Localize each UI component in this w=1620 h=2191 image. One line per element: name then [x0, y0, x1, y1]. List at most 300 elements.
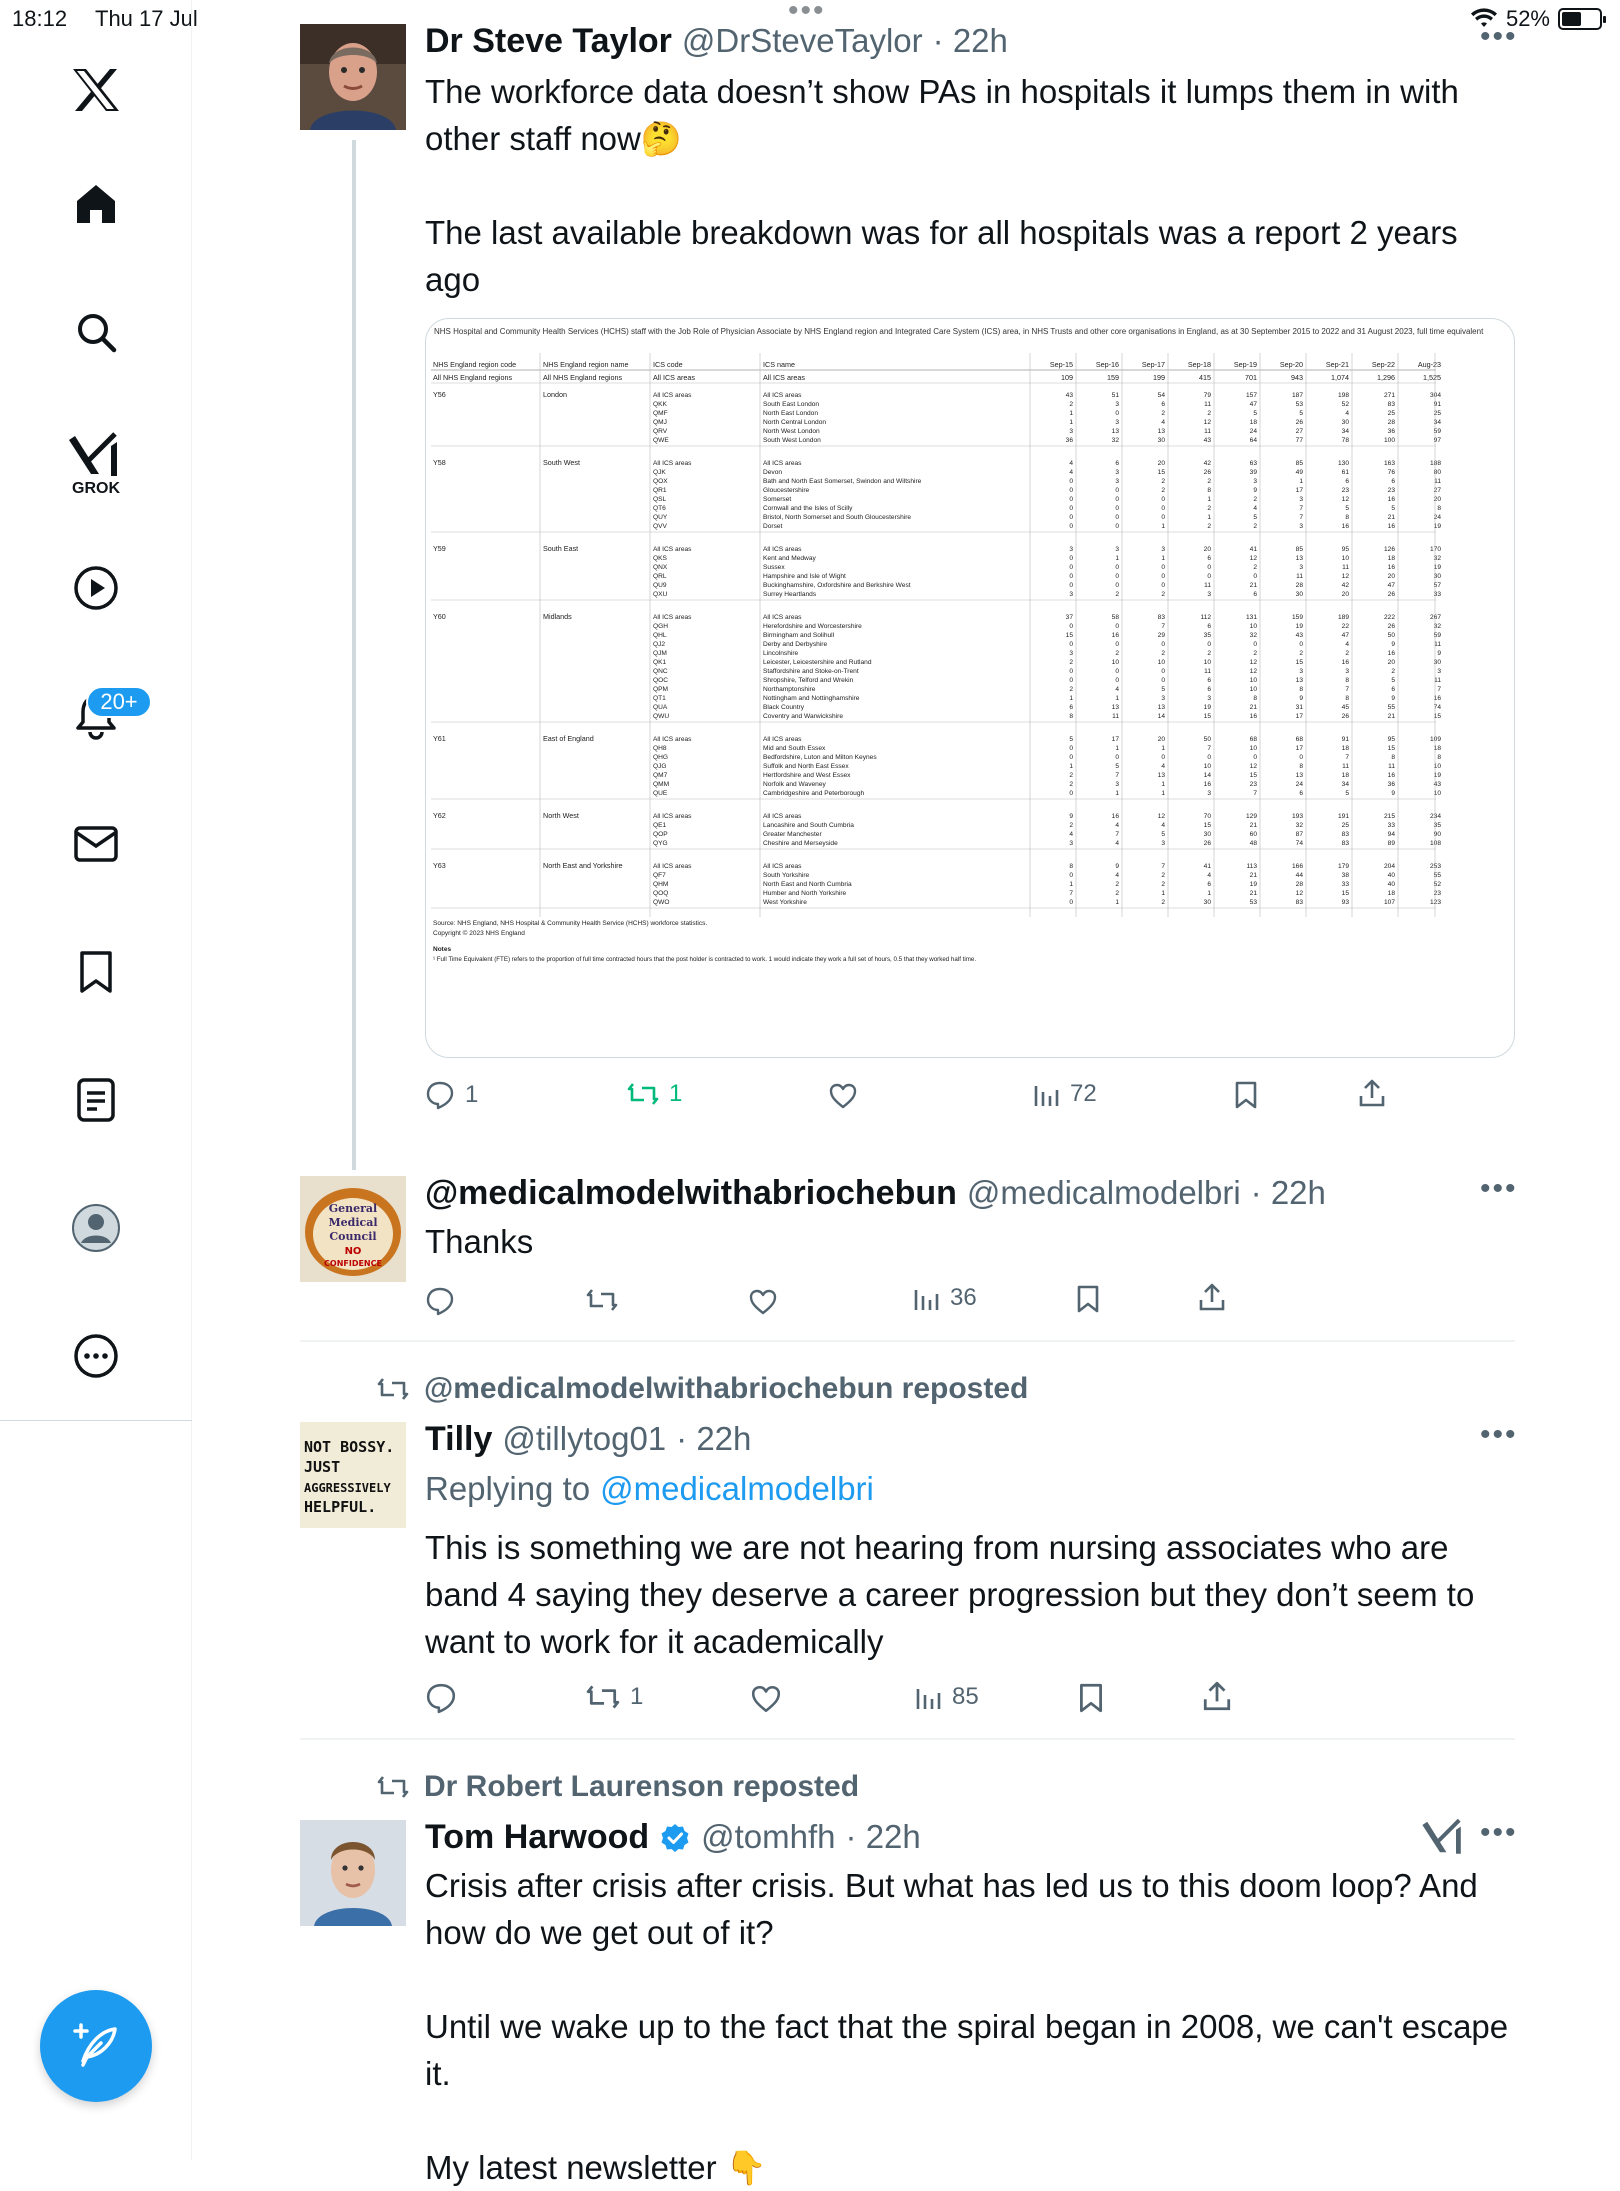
table-cell: 7	[1115, 772, 1119, 779]
table-cell: 40	[1387, 872, 1395, 879]
table-cell: Herefordshire and Worcestershire	[763, 623, 862, 630]
table-cell: 9	[1437, 650, 1441, 657]
tweet-media-image[interactable]	[425, 318, 1515, 1058]
repost-button[interactable]	[586, 1286, 618, 1314]
region-code-cell: Y56	[433, 390, 446, 399]
table-cell: 5	[1115, 763, 1119, 770]
table-cell: 1	[1161, 555, 1165, 562]
more-options-icon[interactable]: •••	[1480, 1816, 1518, 1849]
table-cell: 10	[1203, 659, 1211, 666]
repost-button[interactable]	[586, 1682, 643, 1712]
table-cell: 2	[1161, 899, 1165, 906]
table-cell: 26	[1203, 469, 1211, 476]
table-header-cell: Sep-15	[1049, 360, 1073, 369]
more-options-icon[interactable]: •••	[1480, 20, 1518, 53]
table-cell: 188	[1429, 460, 1441, 467]
table-cell: 2	[1253, 564, 1257, 571]
table-cell: 11	[1204, 401, 1211, 408]
table-cell: 22	[1341, 623, 1349, 630]
heart-icon	[750, 1684, 782, 1714]
battery-percent: 52%	[1505, 6, 1550, 31]
grok-icon	[71, 432, 121, 478]
author-handle[interactable]: @DrSteveTaylor	[681, 22, 923, 59]
table-cell: 20	[1387, 573, 1395, 580]
region-name-cell: South West	[543, 458, 581, 467]
x-logo-icon[interactable]	[56, 50, 136, 130]
avatar[interactable]	[300, 24, 406, 130]
table-cell: 23	[1433, 890, 1441, 897]
profile-icon	[71, 1203, 121, 1253]
table-cell: 5	[1299, 410, 1303, 417]
avatar-text-4: NO	[344, 1246, 362, 1257]
avatar-text-3: Council	[329, 1230, 377, 1243]
table-header-cell: Sep-20	[1279, 360, 1303, 369]
table-cell: 7	[1069, 890, 1073, 897]
table-cell: 0	[1161, 677, 1165, 684]
table-cell: Lincolnshire	[763, 650, 799, 657]
tweet-time[interactable]: · 22h	[845, 1818, 921, 1855]
reply-button[interactable]	[425, 1286, 455, 1316]
table-cell: 215	[1383, 813, 1395, 820]
repost-icon	[586, 1682, 620, 1712]
table-cell: QNC	[653, 668, 668, 675]
table-cell: 17	[1295, 745, 1303, 752]
table-cell: Hertfordshire and West Essex	[763, 772, 851, 779]
grok-icon[interactable]	[1424, 1818, 1464, 1861]
table-cell: All ICS areas	[763, 614, 802, 621]
table-cell: 0	[1253, 641, 1257, 648]
avatar[interactable]	[300, 1422, 406, 1528]
table-cell: 0	[1069, 505, 1073, 512]
table-cell: 2	[1069, 401, 1073, 408]
table-cell: 27	[1295, 428, 1303, 435]
table-cell: 30	[1295, 591, 1303, 598]
table-cell: Cambridgeshire and Peterborough	[763, 790, 865, 797]
table-cell: 20	[1387, 659, 1395, 666]
table-cell: 0	[1253, 754, 1257, 761]
table-cell: 43	[1295, 632, 1303, 639]
table-cell: 7	[1161, 623, 1165, 630]
table-total-cell: All ICS areas	[763, 373, 805, 382]
table-cell: 26	[1203, 840, 1211, 847]
table-cell: South East London	[763, 401, 820, 408]
table-cell: 16	[1341, 659, 1349, 666]
table-cell: 3	[1115, 781, 1119, 788]
repost-count: 1	[630, 1683, 644, 1710]
sidebar-item-grok[interactable]	[56, 420, 136, 510]
sidebar-item-profile[interactable]	[56, 1188, 136, 1268]
table-cell: 26	[1387, 623, 1395, 630]
table-total-cell: 701	[1245, 373, 1257, 382]
table-cell: 0	[1207, 564, 1211, 571]
table-cell: 129	[1245, 813, 1257, 820]
table-cell: 7	[1299, 514, 1303, 521]
table-cell: 2	[1161, 650, 1165, 657]
table-cell: 2	[1069, 781, 1073, 788]
repost-button[interactable]	[627, 1080, 682, 1108]
table-cell: Birmingham and Solihull	[763, 632, 835, 639]
multitask-dots-icon[interactable]: •••	[788, 0, 826, 27]
table-cell: 198	[1337, 392, 1349, 399]
table-cell: 1	[1115, 695, 1119, 702]
author-handle[interactable]: @medicalmodelbri	[966, 1174, 1241, 1211]
table-cell: 7	[1345, 754, 1349, 761]
table-cell: 0	[1161, 564, 1165, 571]
table-cell: 30	[1203, 899, 1211, 906]
sidebar-item-bookmarks[interactable]	[56, 932, 136, 1012]
table-cell: 15	[1203, 822, 1211, 829]
table-cell: 91	[1341, 736, 1349, 743]
table-cell: 16	[1387, 523, 1395, 530]
table-cell: 5	[1345, 790, 1349, 797]
table-cell: 26	[1341, 713, 1349, 720]
table-header-cell: ICS name	[763, 360, 795, 369]
table-cell: QWE	[653, 437, 669, 444]
notifications-badge: 20+	[86, 686, 152, 718]
table-cell: 163	[1383, 460, 1395, 467]
repost-icon	[376, 1375, 410, 1403]
table-cell: 25	[1341, 822, 1349, 829]
table-cell: 204	[1383, 863, 1395, 870]
table-cell: 76	[1387, 469, 1395, 476]
repost-count: 1	[669, 1080, 683, 1107]
table-cell: 32	[1433, 623, 1441, 630]
more-options-icon[interactable]: •••	[1480, 1172, 1518, 1205]
table-cell: 40	[1387, 881, 1395, 888]
table-cell: 20	[1203, 546, 1211, 553]
sidebar-item-messages[interactable]	[56, 804, 136, 884]
table-cell: 12	[1249, 763, 1257, 770]
table-cell: 5	[1069, 736, 1073, 743]
table-header-cell: Sep-18	[1187, 360, 1211, 369]
table-cell: Humber and North Yorkshire	[763, 890, 847, 897]
share-button[interactable]	[1198, 1282, 1226, 1312]
table-cell: 13	[1295, 677, 1303, 684]
table-cell: 7	[1437, 686, 1441, 693]
table-total-cell: 1,525	[1423, 373, 1441, 382]
table-cell: 47	[1249, 401, 1257, 408]
table-cell: 3	[1207, 790, 1211, 797]
table-cell: 0	[1299, 754, 1303, 761]
author-handle[interactable]: @tomhfh	[701, 1818, 836, 1855]
table-cell: 9	[1253, 487, 1257, 494]
table-cell: 3	[1069, 840, 1073, 847]
table-cell: 18	[1341, 745, 1349, 752]
table-cell: 68	[1249, 736, 1257, 743]
table-cell: All ICS areas	[763, 863, 802, 870]
table-cell: 12	[1341, 496, 1349, 503]
table-cell: 68	[1295, 736, 1303, 743]
table-cell: 35	[1203, 632, 1211, 639]
sidebar-item-home[interactable]	[56, 164, 136, 244]
region-name-cell: South East	[543, 544, 579, 553]
table-cell: 0	[1161, 754, 1165, 761]
table-notes-title: Notes	[433, 946, 452, 953]
table-cell: 11	[1434, 641, 1441, 648]
table-cell: All ICS areas	[653, 813, 692, 820]
table-cell: QRV	[653, 428, 668, 435]
table-cell: 8	[1253, 695, 1257, 702]
table-total-cell: All NHS England regions	[543, 373, 623, 382]
table-cell: 35	[1433, 822, 1441, 829]
sidebar-item-explore[interactable]	[56, 292, 136, 372]
table-copyright: Copyright © 2023 NHS England	[433, 930, 525, 937]
table-cell: 39	[1249, 469, 1257, 476]
table-cell: Leicester, Leicestershire and Rutland	[763, 659, 872, 666]
like-button[interactable]	[750, 1684, 782, 1714]
tweet-time[interactable]: · 22h	[676, 1420, 752, 1457]
table-cell: 100	[1383, 437, 1395, 444]
table-cell: 32	[1111, 437, 1119, 444]
views-icon	[914, 1682, 942, 1712]
table-cell: QKS	[653, 555, 667, 562]
region-code-cell: Y58	[433, 458, 446, 467]
view-count: 72	[1070, 1080, 1097, 1107]
table-cell: 42	[1341, 582, 1349, 589]
table-cell: 1	[1161, 523, 1165, 530]
table-cell: 6	[1207, 881, 1211, 888]
avatar[interactable]	[300, 1176, 406, 1282]
table-header-cell: Sep-16	[1095, 360, 1119, 369]
table-cell: 2	[1345, 650, 1349, 657]
reply-button[interactable]	[425, 1080, 478, 1110]
table-cell: 5	[1161, 831, 1165, 838]
table-cell: Suffolk and North East Essex	[763, 763, 849, 770]
table-cell: 16	[1111, 632, 1119, 639]
table-cell: 61	[1341, 469, 1349, 476]
table-cell: 4	[1253, 505, 1257, 512]
table-cell: 12	[1249, 659, 1257, 666]
table-cell: 6	[1207, 686, 1211, 693]
table-cell: 8	[1345, 514, 1349, 521]
table-cell: 13	[1111, 428, 1119, 435]
avatar-text-5: CONFIDENCE	[324, 1259, 382, 1268]
table-cell: QJK	[653, 469, 666, 476]
bookmark-button[interactable]	[1078, 1682, 1104, 1714]
table-cell: 2	[1115, 890, 1119, 897]
table-cell: 74	[1295, 840, 1303, 847]
table-cell: All ICS areas	[653, 392, 692, 399]
sidebar-item-lists[interactable]	[56, 1060, 136, 1140]
author-handle[interactable]: @tillytog01	[502, 1420, 667, 1457]
table-cell: 8	[1437, 505, 1441, 512]
table-cell: All ICS areas	[653, 546, 692, 553]
views-button[interactable]	[912, 1284, 977, 1312]
table-cell: 304	[1429, 392, 1441, 399]
table-cell: 0	[1069, 668, 1073, 675]
table-total-cell: 109	[1061, 373, 1073, 382]
avatar-text-3: AGGRESSIVELY	[304, 1481, 391, 1495]
table-cell: 191	[1337, 813, 1349, 820]
table-cell: 89	[1387, 840, 1395, 847]
table-cell: South West London	[763, 437, 821, 444]
replying-to-link[interactable]: @medicalmodelbri	[600, 1470, 874, 1507]
table-cell: 1	[1161, 781, 1165, 788]
table-cell: 3	[1069, 546, 1073, 553]
table-cell: All ICS areas	[653, 863, 692, 870]
table-cell: 21	[1387, 514, 1395, 521]
table-cell: 59	[1433, 632, 1441, 639]
table-cell: 6	[1391, 686, 1395, 693]
share-icon	[1198, 1282, 1226, 1312]
table-cell: 16	[1203, 781, 1211, 788]
table-cell: 83	[1387, 401, 1395, 408]
table-cell: 85	[1295, 546, 1303, 553]
like-button[interactable]	[748, 1288, 778, 1316]
table-cell: 77	[1295, 437, 1303, 444]
view-count: 36	[950, 1284, 977, 1311]
table-cell: 20	[1433, 496, 1441, 503]
table-cell: 189	[1337, 614, 1349, 621]
status-date: Thu 17 Jul	[95, 6, 198, 31]
table-cell: 0	[1115, 564, 1119, 571]
table-cell: QOC	[653, 677, 669, 684]
table-cell: QMJ	[653, 419, 667, 426]
tweet-text: The workforce data doesn’t show PAs in hospitals it lumps them in with other staff now🤔 The last available breakdown was for all hospitals was a report 2 years ago	[425, 73, 1459, 298]
table-cell: 79	[1203, 392, 1211, 399]
table-cell: 0	[1207, 641, 1211, 648]
table-cell: 0	[1069, 745, 1073, 752]
table-cell: 8	[1345, 695, 1349, 702]
table-cell: 57	[1433, 582, 1441, 589]
table-cell: 1	[1161, 890, 1165, 897]
table-cell: 52	[1341, 401, 1349, 408]
region-name-cell: East of England	[543, 734, 594, 743]
table-cell: 47	[1387, 582, 1395, 589]
table-cell: 6	[1115, 460, 1119, 467]
sidebar-item-more[interactable]	[56, 1316, 136, 1396]
table-cell: QUY	[653, 514, 668, 521]
tweet-header	[425, 1174, 1326, 1213]
share-icon	[1358, 1078, 1386, 1108]
table-cell: 10	[1433, 790, 1441, 797]
table-cell: Bristol, North Somerset and South Gloucestershire	[763, 514, 912, 521]
views-icon	[1032, 1080, 1060, 1108]
table-cell: 15	[1295, 659, 1303, 666]
region-code-cell: Y61	[433, 734, 446, 743]
table-cell: 30	[1203, 831, 1211, 838]
table-cell: North East and North Cumbria	[763, 881, 852, 888]
table-total-cell: All ICS areas	[653, 373, 695, 382]
table-cell: 8	[1207, 487, 1211, 494]
table-cell: 157	[1245, 392, 1257, 399]
table-cell: 49	[1295, 469, 1303, 476]
reply-button[interactable]	[425, 1682, 457, 1714]
bookmark-button[interactable]	[1234, 1080, 1258, 1110]
table-cell: 3	[1161, 695, 1165, 702]
table-cell: 222	[1383, 614, 1395, 621]
table-cell: 0	[1161, 505, 1165, 512]
table-cell: Bedfordshire, Luton and Milton Keynes	[763, 754, 877, 761]
bookmark-icon	[1078, 1682, 1104, 1714]
table-cell: QRL	[653, 573, 667, 580]
table-cell: 18	[1387, 890, 1395, 897]
table-cell: 2	[1161, 881, 1165, 888]
table-cell: 21	[1249, 582, 1257, 589]
region-name-cell: London	[543, 390, 567, 399]
tweet-header	[425, 1420, 751, 1459]
reply-count: 1	[465, 1081, 479, 1108]
table-cell: 2	[1161, 591, 1165, 598]
table-cell: 33	[1433, 591, 1441, 598]
table-cell: QXU	[653, 591, 668, 598]
table-cell: 3	[1207, 591, 1211, 598]
play-icon	[73, 565, 119, 611]
share-button[interactable]	[1202, 1680, 1232, 1712]
table-cell: 50	[1203, 736, 1211, 743]
table-cell: 47	[1341, 632, 1349, 639]
views-button[interactable]	[1032, 1080, 1097, 1108]
table-cell: 0	[1069, 555, 1073, 562]
table-cell: 1	[1069, 419, 1073, 426]
table-cell: 0	[1253, 573, 1257, 580]
tweet-text: This is something we are not hearing from nursing associates who are band 4 saying they deserve a career progression but they don’t seem to want to work for it academically	[425, 1529, 1484, 1660]
sidebar-item-videos[interactable]	[56, 548, 136, 628]
table-cell: 10	[1157, 659, 1165, 666]
avatar-text-1: NOT BOSSY.	[304, 1438, 395, 1456]
table-cell: 0	[1069, 564, 1073, 571]
table-cell: 19	[1433, 523, 1441, 530]
compose-button[interactable]	[40, 1990, 152, 2102]
table-cell: North Central London	[763, 419, 827, 426]
region-code-cell: Y60	[433, 612, 446, 621]
region-code-cell: Y59	[433, 544, 446, 553]
author-name[interactable]: @medicalmodelwithabriochebun	[425, 1174, 957, 1212]
table-cell: 3	[1115, 478, 1119, 485]
table-cell: 29	[1157, 632, 1165, 639]
bookmark-button[interactable]	[1076, 1284, 1100, 1314]
tweet-time[interactable]: · 22h	[1250, 1174, 1326, 1211]
table-cell: QHG	[653, 754, 669, 761]
repost-context-text[interactable]: Dr Robert Laurenson reposted	[424, 1770, 860, 1803]
avatar[interactable]	[300, 1820, 406, 1926]
table-cell: 0	[1115, 514, 1119, 521]
table-cell: 1	[1115, 899, 1119, 906]
table-cell: Surrey Heartlands	[763, 591, 817, 598]
table-cell: 51	[1111, 392, 1119, 399]
table-cell: 0	[1161, 582, 1165, 589]
repost-context-text[interactable]: @medicalmodelwithabriochebun reposted	[424, 1372, 1029, 1405]
table-cell: 12	[1341, 573, 1349, 580]
table-cell: QOQ	[653, 890, 669, 897]
workforce-table	[431, 353, 1441, 1043]
like-button[interactable]	[828, 1082, 858, 1110]
views-button[interactable]	[914, 1682, 979, 1712]
table-cell: 0	[1069, 899, 1073, 906]
tweet-time[interactable]: · 22h	[932, 22, 1008, 59]
more-options-icon[interactable]: •••	[1480, 1418, 1518, 1451]
table-cell: QVV	[653, 523, 667, 530]
table-cell: 6	[1207, 623, 1211, 630]
table-cell: 21	[1249, 872, 1257, 879]
table-cell: 12	[1203, 419, 1211, 426]
table-cell: 11	[1388, 763, 1395, 770]
table-cell: 0	[1161, 641, 1165, 648]
share-button[interactable]	[1358, 1078, 1386, 1108]
author-name[interactable]: Dr Steve Taylor	[425, 22, 672, 60]
table-cell: Sussex	[763, 564, 785, 571]
table-cell: Greater Manchester	[763, 831, 822, 838]
table-cell: 10	[1249, 677, 1257, 684]
table-cell: South Yorkshire	[763, 872, 810, 879]
table-cell: 8	[1391, 754, 1395, 761]
table-cell: 8	[1345, 677, 1349, 684]
table-cell: 1	[1207, 496, 1211, 503]
table-total-cell: 943	[1291, 373, 1303, 382]
table-cell: 93	[1341, 899, 1349, 906]
author-name[interactable]: Tilly	[425, 1420, 493, 1458]
author-name[interactable]: Tom Harwood	[425, 1818, 650, 1856]
